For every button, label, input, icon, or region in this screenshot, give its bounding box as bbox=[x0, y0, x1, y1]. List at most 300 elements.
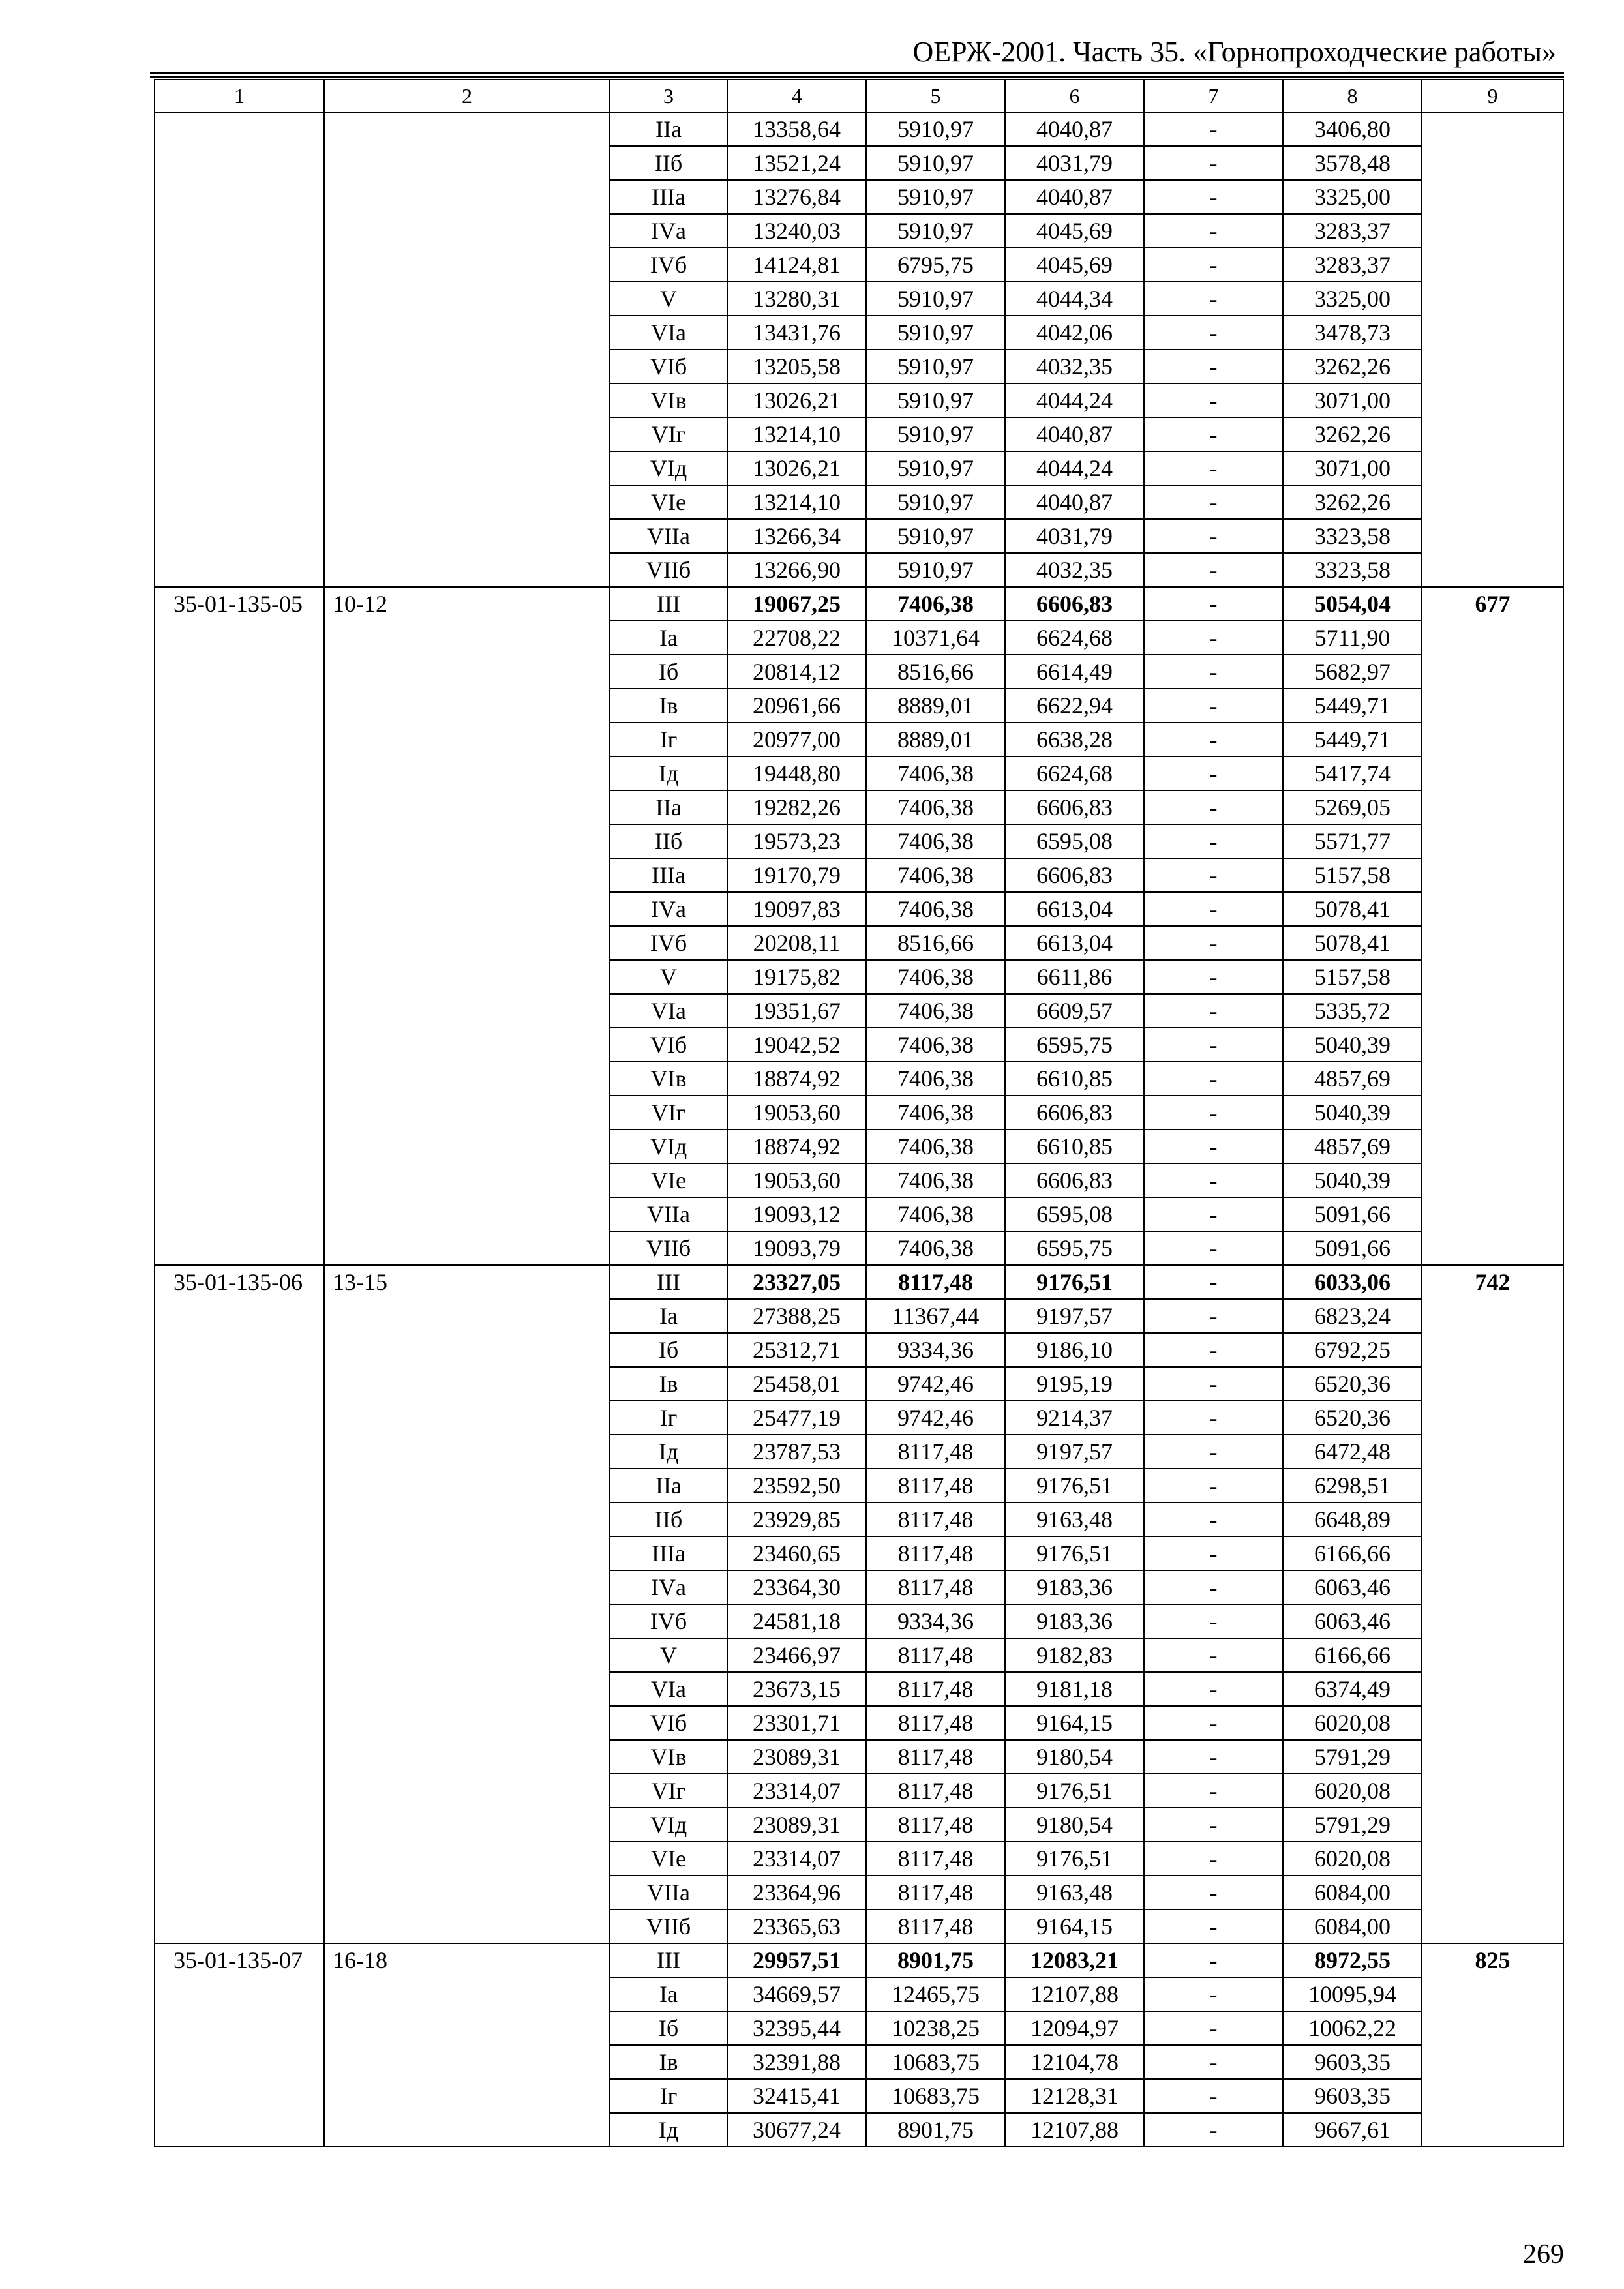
value-cell: 13214,10 bbox=[727, 417, 866, 451]
col9-cell: 677 bbox=[1422, 587, 1563, 1265]
value-cell: - bbox=[1144, 112, 1283, 146]
value-cell: 6648,89 bbox=[1283, 1503, 1422, 1536]
value-cell: - bbox=[1144, 1231, 1283, 1265]
value-cell: 8117,48 bbox=[866, 1435, 1005, 1469]
category-cell: Iг bbox=[610, 723, 727, 756]
value-cell: 4040,87 bbox=[1005, 485, 1144, 519]
value-cell: 6610,85 bbox=[1005, 1130, 1144, 1163]
value-cell: 6613,04 bbox=[1005, 892, 1144, 926]
running-title: ОЕРЖ-2001. Часть 35. «Горнопроходческие работы» bbox=[912, 36, 1556, 68]
value-cell: 7406,38 bbox=[866, 960, 1005, 994]
value-cell: 3283,37 bbox=[1283, 214, 1422, 248]
value-cell: 5910,97 bbox=[866, 417, 1005, 451]
category-cell: VIг bbox=[610, 417, 727, 451]
value-cell: 8117,48 bbox=[866, 1638, 1005, 1672]
value-cell: 32395,44 bbox=[727, 2011, 866, 2045]
value-cell: 9183,36 bbox=[1005, 1604, 1144, 1638]
value-cell: 9176,51 bbox=[1005, 1265, 1144, 1299]
value-cell: 23592,50 bbox=[727, 1469, 866, 1503]
column-number: 5 bbox=[866, 80, 1005, 112]
value-cell: 5157,58 bbox=[1283, 960, 1422, 994]
column-number: 8 bbox=[1283, 80, 1422, 112]
column-number: 3 bbox=[610, 80, 727, 112]
value-cell: 3071,00 bbox=[1283, 451, 1422, 485]
column-number: 4 bbox=[727, 80, 866, 112]
table-row bbox=[155, 1943, 1563, 1977]
value-cell: - bbox=[1144, 1672, 1283, 1706]
category-cell: VIб bbox=[610, 1706, 727, 1740]
value-cell: 3071,00 bbox=[1283, 383, 1422, 417]
category-cell: Iг bbox=[610, 2079, 727, 2113]
category-cell: VIв bbox=[610, 383, 727, 417]
category-cell: Iб bbox=[610, 2011, 727, 2045]
value-cell: 6166,66 bbox=[1283, 1536, 1422, 1570]
value-cell: 23460,65 bbox=[727, 1536, 866, 1570]
value-cell: 14124,81 bbox=[727, 248, 866, 282]
category-cell: III bbox=[610, 1943, 727, 1977]
value-cell: 6823,24 bbox=[1283, 1299, 1422, 1333]
value-cell: 9334,36 bbox=[866, 1604, 1005, 1638]
range-cell: 16-18 bbox=[324, 1943, 610, 2147]
value-cell: 19053,60 bbox=[727, 1163, 866, 1197]
value-cell: 5711,90 bbox=[1283, 621, 1422, 655]
value-cell: 6595,08 bbox=[1005, 824, 1144, 858]
value-cell: 12107,88 bbox=[1005, 2113, 1144, 2147]
col9-cell bbox=[1422, 112, 1563, 587]
value-cell: 5791,29 bbox=[1283, 1740, 1422, 1774]
value-cell: - bbox=[1144, 858, 1283, 892]
value-cell: 32415,41 bbox=[727, 2079, 866, 2113]
value-cell: 7406,38 bbox=[866, 1028, 1005, 1062]
value-cell: 9163,48 bbox=[1005, 1876, 1144, 1909]
value-cell: - bbox=[1144, 1876, 1283, 1909]
value-cell: 6595,08 bbox=[1005, 1197, 1144, 1231]
value-cell: 19573,23 bbox=[727, 824, 866, 858]
value-cell: 5910,97 bbox=[866, 350, 1005, 383]
value-cell: 4857,69 bbox=[1283, 1062, 1422, 1096]
value-cell: - bbox=[1144, 1265, 1283, 1299]
value-cell: 8117,48 bbox=[866, 1740, 1005, 1774]
value-cell: 8117,48 bbox=[866, 1876, 1005, 1909]
category-cell: IIб bbox=[610, 146, 727, 180]
column-number: 2 bbox=[324, 80, 610, 112]
value-cell: - bbox=[1144, 146, 1283, 180]
value-cell: 3323,58 bbox=[1283, 553, 1422, 587]
value-cell: 3578,48 bbox=[1283, 146, 1422, 180]
category-cell: IVа bbox=[610, 214, 727, 248]
value-cell: 6020,08 bbox=[1283, 1842, 1422, 1876]
value-cell: 6084,00 bbox=[1283, 1909, 1422, 1943]
value-cell: 19053,60 bbox=[727, 1096, 866, 1130]
category-cell: VIIа bbox=[610, 1876, 727, 1909]
value-cell: 6595,75 bbox=[1005, 1231, 1144, 1265]
value-cell: 5269,05 bbox=[1283, 790, 1422, 824]
category-cell: III bbox=[610, 1265, 727, 1299]
value-cell: 9176,51 bbox=[1005, 1536, 1144, 1570]
value-cell: 9742,46 bbox=[866, 1401, 1005, 1435]
table-row bbox=[155, 1265, 1563, 1299]
value-cell: 12465,75 bbox=[866, 1977, 1005, 2011]
table-row bbox=[155, 112, 1563, 146]
value-cell: 12083,21 bbox=[1005, 1943, 1144, 1977]
value-cell: 6610,85 bbox=[1005, 1062, 1144, 1096]
category-cell: Iв bbox=[610, 2045, 727, 2079]
value-cell: 12094,97 bbox=[1005, 2011, 1144, 2045]
value-cell: 7406,38 bbox=[866, 1130, 1005, 1163]
value-cell: 9214,37 bbox=[1005, 1401, 1144, 1435]
value-cell: 6638,28 bbox=[1005, 723, 1144, 756]
value-cell: 23327,05 bbox=[727, 1265, 866, 1299]
header-rule bbox=[150, 72, 1564, 74]
value-cell: 23089,31 bbox=[727, 1740, 866, 1774]
value-cell: 3283,37 bbox=[1283, 248, 1422, 282]
value-cell: - bbox=[1144, 689, 1283, 723]
value-cell: 9603,35 bbox=[1283, 2079, 1422, 2113]
value-cell: - bbox=[1144, 1943, 1283, 1977]
value-cell: 19042,52 bbox=[727, 1028, 866, 1062]
category-cell: VIе bbox=[610, 1842, 727, 1876]
value-cell: 5910,97 bbox=[866, 553, 1005, 587]
value-cell: 8516,66 bbox=[866, 926, 1005, 960]
value-cell: 4044,24 bbox=[1005, 451, 1144, 485]
value-cell: 4031,79 bbox=[1005, 146, 1144, 180]
category-cell: VIв bbox=[610, 1062, 727, 1096]
value-cell: 9164,15 bbox=[1005, 1706, 1144, 1740]
value-cell: 23929,85 bbox=[727, 1503, 866, 1536]
page-number: 269 bbox=[1523, 2239, 1564, 2269]
value-cell: 23365,63 bbox=[727, 1909, 866, 1943]
value-cell: 13358,64 bbox=[727, 112, 866, 146]
header-rule-thin bbox=[150, 76, 1564, 78]
value-cell: 3325,00 bbox=[1283, 180, 1422, 214]
value-cell: - bbox=[1144, 1570, 1283, 1604]
value-cell: 5091,66 bbox=[1283, 1197, 1422, 1231]
column-number-row bbox=[155, 80, 1563, 112]
category-cell: V bbox=[610, 282, 727, 316]
value-cell: 27388,25 bbox=[727, 1299, 866, 1333]
value-cell: 10095,94 bbox=[1283, 1977, 1422, 2011]
value-cell: 6063,46 bbox=[1283, 1570, 1422, 1604]
value-cell: 6606,83 bbox=[1005, 1096, 1144, 1130]
value-cell: 3406,80 bbox=[1283, 112, 1422, 146]
value-cell: 32391,88 bbox=[727, 2045, 866, 2079]
value-cell: 6611,86 bbox=[1005, 960, 1144, 994]
value-cell: 19175,82 bbox=[727, 960, 866, 994]
value-cell: 23364,30 bbox=[727, 1570, 866, 1604]
category-cell: VIг bbox=[610, 1774, 727, 1808]
table-body bbox=[155, 80, 1563, 2147]
value-cell: 5040,39 bbox=[1283, 1163, 1422, 1197]
value-cell: 9186,10 bbox=[1005, 1333, 1144, 1367]
value-cell: 23089,31 bbox=[727, 1808, 866, 1842]
value-cell: 5157,58 bbox=[1283, 858, 1422, 892]
value-cell: 5449,71 bbox=[1283, 723, 1422, 756]
value-cell: - bbox=[1144, 1909, 1283, 1943]
value-cell: 5910,97 bbox=[866, 383, 1005, 417]
value-cell: 19170,79 bbox=[727, 858, 866, 892]
value-cell: 19093,79 bbox=[727, 1231, 866, 1265]
value-cell: 4044,34 bbox=[1005, 282, 1144, 316]
value-cell: - bbox=[1144, 553, 1283, 587]
category-cell: V bbox=[610, 960, 727, 994]
value-cell: 9176,51 bbox=[1005, 1469, 1144, 1503]
rate-code: 35-01-135-07 bbox=[155, 1943, 324, 2147]
value-cell: 8117,48 bbox=[866, 1774, 1005, 1808]
value-cell: 23314,07 bbox=[727, 1842, 866, 1876]
category-cell: IIб bbox=[610, 1503, 727, 1536]
value-cell: 25312,71 bbox=[727, 1333, 866, 1367]
value-cell: 23301,71 bbox=[727, 1706, 866, 1740]
value-cell: - bbox=[1144, 2045, 1283, 2079]
rate-code bbox=[155, 112, 324, 587]
value-cell: 8117,48 bbox=[866, 1570, 1005, 1604]
category-cell: Iа bbox=[610, 1299, 727, 1333]
value-cell: 7406,38 bbox=[866, 892, 1005, 926]
value-cell: 12107,88 bbox=[1005, 1977, 1144, 2011]
category-cell: Iд bbox=[610, 756, 727, 790]
category-cell: VIа bbox=[610, 316, 727, 350]
value-cell: 4042,06 bbox=[1005, 316, 1144, 350]
value-cell: - bbox=[1144, 790, 1283, 824]
category-cell: IVа bbox=[610, 892, 727, 926]
value-cell: 9197,57 bbox=[1005, 1299, 1144, 1333]
value-cell: 5682,97 bbox=[1283, 655, 1422, 689]
value-cell: 8117,48 bbox=[866, 1808, 1005, 1842]
value-cell: 13205,58 bbox=[727, 350, 866, 383]
value-cell: 6606,83 bbox=[1005, 858, 1144, 892]
category-cell: IVб bbox=[610, 926, 727, 960]
category-cell: IIа bbox=[610, 790, 727, 824]
rate-code: 35-01-135-06 bbox=[155, 1265, 324, 1943]
value-cell: 6606,83 bbox=[1005, 587, 1144, 621]
value-cell: 10238,25 bbox=[866, 2011, 1005, 2045]
value-cell: 8901,75 bbox=[866, 2113, 1005, 2147]
value-cell: - bbox=[1144, 485, 1283, 519]
category-cell: VIб bbox=[610, 1028, 727, 1062]
value-cell: - bbox=[1144, 926, 1283, 960]
value-cell: 34669,57 bbox=[727, 1977, 866, 2011]
value-cell: - bbox=[1144, 451, 1283, 485]
value-cell: 6624,68 bbox=[1005, 756, 1144, 790]
value-cell: 3262,26 bbox=[1283, 350, 1422, 383]
value-cell: 3262,26 bbox=[1283, 417, 1422, 451]
value-cell: 5910,97 bbox=[866, 146, 1005, 180]
value-cell: 4045,69 bbox=[1005, 214, 1144, 248]
value-cell: 20814,12 bbox=[727, 655, 866, 689]
category-cell: Iд bbox=[610, 2113, 727, 2147]
value-cell: 6520,36 bbox=[1283, 1367, 1422, 1401]
category-cell: Iб bbox=[610, 1333, 727, 1367]
value-cell: 7406,38 bbox=[866, 1231, 1005, 1265]
value-cell: - bbox=[1144, 621, 1283, 655]
value-cell: 7406,38 bbox=[866, 1163, 1005, 1197]
value-cell: - bbox=[1144, 2079, 1283, 2113]
value-cell: - bbox=[1144, 723, 1283, 756]
value-cell: 6614,49 bbox=[1005, 655, 1144, 689]
value-cell: 4031,79 bbox=[1005, 519, 1144, 553]
column-number: 6 bbox=[1005, 80, 1144, 112]
value-cell: 8117,48 bbox=[866, 1842, 1005, 1876]
value-cell: 4032,35 bbox=[1005, 350, 1144, 383]
value-cell: 5078,41 bbox=[1283, 926, 1422, 960]
category-cell: VIв bbox=[610, 1740, 727, 1774]
category-cell: III bbox=[610, 587, 727, 621]
value-cell: 25477,19 bbox=[727, 1401, 866, 1435]
value-cell: 5910,97 bbox=[866, 282, 1005, 316]
value-cell: 5335,72 bbox=[1283, 994, 1422, 1028]
value-cell: - bbox=[1144, 248, 1283, 282]
value-cell: 19282,26 bbox=[727, 790, 866, 824]
rate-code: 35-01-135-05 bbox=[155, 587, 324, 1265]
value-cell: 9181,18 bbox=[1005, 1672, 1144, 1706]
value-cell: - bbox=[1144, 1367, 1283, 1401]
value-cell: 5417,74 bbox=[1283, 756, 1422, 790]
value-cell: 18874,92 bbox=[727, 1130, 866, 1163]
value-cell: 6795,75 bbox=[866, 248, 1005, 282]
category-cell: VIIа bbox=[610, 519, 727, 553]
range-cell bbox=[324, 112, 610, 587]
value-cell: 6033,06 bbox=[1283, 1265, 1422, 1299]
value-cell: 7406,38 bbox=[866, 1197, 1005, 1231]
value-cell: 13240,03 bbox=[727, 214, 866, 248]
value-cell: 8117,48 bbox=[866, 1536, 1005, 1570]
value-cell: 13266,34 bbox=[727, 519, 866, 553]
value-cell: 7406,38 bbox=[866, 824, 1005, 858]
value-cell: 8117,48 bbox=[866, 1672, 1005, 1706]
value-cell: 9603,35 bbox=[1283, 2045, 1422, 2079]
value-cell: 9176,51 bbox=[1005, 1774, 1144, 1808]
value-cell: 7406,38 bbox=[866, 756, 1005, 790]
value-cell: 23673,15 bbox=[727, 1672, 866, 1706]
value-cell: 8117,48 bbox=[866, 1909, 1005, 1943]
value-cell: 5040,39 bbox=[1283, 1096, 1422, 1130]
value-cell: - bbox=[1144, 756, 1283, 790]
value-cell: 7406,38 bbox=[866, 790, 1005, 824]
value-cell: - bbox=[1144, 417, 1283, 451]
value-cell: 6020,08 bbox=[1283, 1706, 1422, 1740]
value-cell: 20208,11 bbox=[727, 926, 866, 960]
value-cell: 9742,46 bbox=[866, 1367, 1005, 1401]
category-cell: IIIа bbox=[610, 1536, 727, 1570]
value-cell: - bbox=[1144, 1333, 1283, 1367]
value-cell: 3325,00 bbox=[1283, 282, 1422, 316]
value-cell: - bbox=[1144, 1130, 1283, 1163]
value-cell: 6613,04 bbox=[1005, 926, 1144, 960]
value-cell: 4045,69 bbox=[1005, 248, 1144, 282]
category-cell: VIIа bbox=[610, 1197, 727, 1231]
value-cell: 4040,87 bbox=[1005, 180, 1144, 214]
value-cell: 6624,68 bbox=[1005, 621, 1144, 655]
category-cell: VIд bbox=[610, 451, 727, 485]
category-cell: IVа bbox=[610, 1570, 727, 1604]
column-number: 1 bbox=[155, 80, 324, 112]
range-cell: 13-15 bbox=[324, 1265, 610, 1943]
value-cell: 8117,48 bbox=[866, 1265, 1005, 1299]
value-cell: 6609,57 bbox=[1005, 994, 1144, 1028]
value-cell: 23314,07 bbox=[727, 1774, 866, 1808]
category-cell: VIIб bbox=[610, 1231, 727, 1265]
value-cell: - bbox=[1144, 994, 1283, 1028]
value-cell: 18874,92 bbox=[727, 1062, 866, 1096]
value-cell: 6606,83 bbox=[1005, 1163, 1144, 1197]
value-cell: - bbox=[1144, 1706, 1283, 1740]
value-cell: - bbox=[1144, 1469, 1283, 1503]
value-cell: - bbox=[1144, 1062, 1283, 1096]
value-cell: - bbox=[1144, 1536, 1283, 1570]
value-cell: 19067,25 bbox=[727, 587, 866, 621]
category-cell: VIIб bbox=[610, 553, 727, 587]
value-cell: - bbox=[1144, 655, 1283, 689]
value-cell: 20961,66 bbox=[727, 689, 866, 723]
category-cell: VIе bbox=[610, 485, 727, 519]
value-cell: - bbox=[1144, 316, 1283, 350]
value-cell: - bbox=[1144, 2113, 1283, 2147]
value-cell: - bbox=[1144, 1096, 1283, 1130]
value-cell: 6166,66 bbox=[1283, 1638, 1422, 1672]
category-cell: VIа bbox=[610, 1672, 727, 1706]
value-cell: 4040,87 bbox=[1005, 112, 1144, 146]
value-cell: 5571,77 bbox=[1283, 824, 1422, 858]
value-cell: 9182,83 bbox=[1005, 1638, 1144, 1672]
value-cell: 5910,97 bbox=[866, 112, 1005, 146]
value-cell: - bbox=[1144, 824, 1283, 858]
value-cell: 19093,12 bbox=[727, 1197, 866, 1231]
category-cell: VIд bbox=[610, 1130, 727, 1163]
value-cell: 6374,49 bbox=[1283, 1672, 1422, 1706]
value-cell: 13521,24 bbox=[727, 146, 866, 180]
range-cell: 10-12 bbox=[324, 587, 610, 1265]
value-cell: 10371,64 bbox=[866, 621, 1005, 655]
value-cell: 19351,67 bbox=[727, 994, 866, 1028]
value-cell: 10683,75 bbox=[866, 2079, 1005, 2113]
value-cell: - bbox=[1144, 1638, 1283, 1672]
value-cell: - bbox=[1144, 587, 1283, 621]
value-cell: 10062,22 bbox=[1283, 2011, 1422, 2045]
value-cell: - bbox=[1144, 1604, 1283, 1638]
value-cell: 12104,78 bbox=[1005, 2045, 1144, 2079]
value-cell: 13026,21 bbox=[727, 383, 866, 417]
col9-cell: 825 bbox=[1422, 1943, 1563, 2147]
value-cell: 13431,76 bbox=[727, 316, 866, 350]
category-cell: IVб bbox=[610, 1604, 727, 1638]
value-cell: 4032,35 bbox=[1005, 553, 1144, 587]
value-cell: 6298,51 bbox=[1283, 1469, 1422, 1503]
col9-cell: 742 bbox=[1422, 1265, 1563, 1943]
category-cell: VIIб bbox=[610, 1909, 727, 1943]
value-cell: - bbox=[1144, 960, 1283, 994]
value-cell: - bbox=[1144, 1740, 1283, 1774]
column-number: 9 bbox=[1422, 80, 1563, 112]
value-cell: 5091,66 bbox=[1283, 1231, 1422, 1265]
category-cell: VIа bbox=[610, 994, 727, 1028]
value-cell: 4857,69 bbox=[1283, 1130, 1422, 1163]
value-cell: 7406,38 bbox=[866, 994, 1005, 1028]
value-cell: 8117,48 bbox=[866, 1503, 1005, 1536]
value-cell: 24581,18 bbox=[727, 1604, 866, 1638]
category-cell: IIа bbox=[610, 1469, 727, 1503]
value-cell: 30677,24 bbox=[727, 2113, 866, 2147]
value-cell: 4044,24 bbox=[1005, 383, 1144, 417]
value-cell: - bbox=[1144, 1808, 1283, 1842]
value-cell: 9183,36 bbox=[1005, 1570, 1144, 1604]
value-cell: 13026,21 bbox=[727, 451, 866, 485]
value-cell: - bbox=[1144, 214, 1283, 248]
value-cell: 5040,39 bbox=[1283, 1028, 1422, 1062]
value-cell: 9176,51 bbox=[1005, 1842, 1144, 1876]
value-cell: 7406,38 bbox=[866, 587, 1005, 621]
value-cell: 11367,44 bbox=[866, 1299, 1005, 1333]
value-cell: 23466,97 bbox=[727, 1638, 866, 1672]
